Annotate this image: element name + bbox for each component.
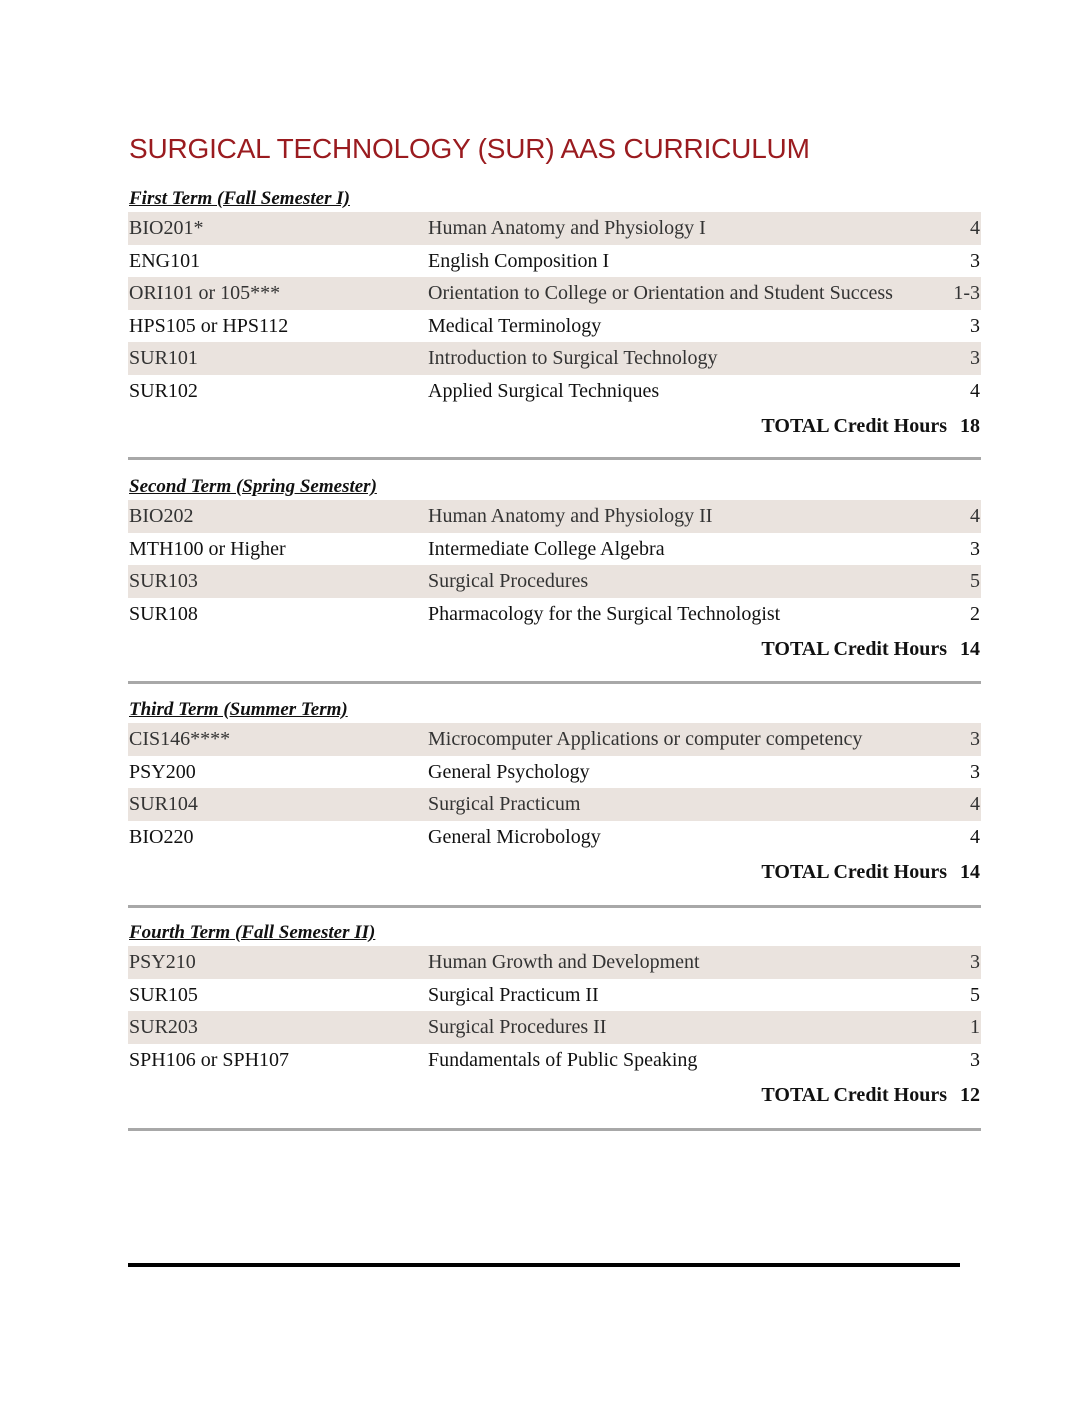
course-credits: 4 — [970, 379, 980, 402]
course-credits: 1 — [970, 1016, 980, 1038]
term-section — [128, 696, 981, 891]
term-divider — [128, 905, 981, 908]
course-name: Fundamentals of Public Speaking — [428, 1048, 698, 1071]
page-title: SURGICAL TECHNOLOGY (SUR) AAS CURRICULUM — [129, 133, 810, 164]
course-code: SPH106 or SPH107 — [129, 1048, 290, 1071]
course-credits: 3 — [970, 760, 980, 783]
course-code: BIO201* — [129, 217, 204, 239]
course-code: SUR104 — [129, 793, 198, 815]
total-row — [128, 1076, 981, 1114]
course-name: Human Anatomy and Physiology II — [428, 505, 713, 527]
term-heading: First Term (Fall Semester I) — [129, 188, 350, 209]
course-credits: 3 — [970, 249, 980, 272]
course-name: General Microbology — [428, 825, 601, 848]
course-name: Surgical Practicum — [428, 793, 581, 815]
total-value: 12 — [960, 1084, 980, 1106]
course-code: SUR103 — [129, 570, 198, 592]
course-row — [128, 565, 981, 598]
course-name: Intermediate College Algebra — [428, 537, 665, 560]
course-row — [128, 212, 981, 245]
course-code: CIS146**** — [129, 728, 231, 750]
course-credits: 3 — [970, 347, 980, 369]
course-code: PSY200 — [129, 760, 196, 783]
footer-divider — [128, 1263, 960, 1267]
course-code: SUR101 — [129, 347, 198, 369]
course-credits: 3 — [970, 951, 980, 973]
course-credits: 1-3 — [953, 282, 980, 304]
total-row — [128, 407, 981, 445]
course-code: SUR203 — [129, 1016, 198, 1038]
total-row — [128, 630, 981, 668]
total-value: 18 — [960, 415, 980, 437]
total-value: 14 — [960, 638, 980, 660]
total-value: 14 — [960, 861, 980, 883]
course-name: Surgical Procedures II — [428, 1016, 607, 1038]
course-name: Pharmacology for the Surgical Technologist — [428, 602, 781, 625]
course-row — [128, 500, 981, 533]
course-code: ORI101 or 105*** — [129, 282, 281, 304]
course-code: SUR105 — [129, 983, 198, 1006]
course-code: PSY210 — [129, 951, 196, 973]
course-name: Surgical Procedures — [428, 570, 589, 592]
course-name: English Composition I — [428, 249, 610, 272]
course-row — [128, 821, 981, 854]
course-row — [128, 310, 981, 343]
course-name: Applied Surgical Techniques — [428, 379, 660, 402]
course-credits: 4 — [970, 793, 980, 815]
total-label: TOTAL Credit Hours — [761, 861, 947, 883]
course-credits: 4 — [970, 825, 980, 848]
course-code: MTH100 or Higher — [129, 537, 286, 560]
course-name: Orientation to College or Orientation and Student Success — [428, 282, 893, 304]
course-credits: 3 — [970, 537, 980, 560]
course-row — [128, 723, 981, 756]
course-row — [128, 277, 981, 310]
course-name: General Psychology — [428, 760, 590, 783]
course-code: HPS105 or HPS112 — [129, 314, 289, 337]
term-heading: Fourth Term (Fall Semester II) — [129, 922, 376, 943]
course-credits: 3 — [970, 314, 980, 337]
course-credits: 5 — [970, 983, 980, 1006]
course-code: BIO220 — [129, 825, 194, 848]
course-name: Human Anatomy and Physiology I — [428, 217, 706, 239]
total-row — [128, 853, 981, 891]
course-row — [128, 245, 981, 278]
course-row — [128, 979, 981, 1012]
course-credits: 4 — [970, 217, 980, 239]
course-name: Medical Terminology — [428, 314, 602, 337]
total-label: TOTAL Credit Hours — [761, 638, 947, 660]
course-name: Human Growth and Development — [428, 951, 700, 973]
total-label: TOTAL Credit Hours — [761, 1084, 947, 1106]
term-section — [128, 185, 981, 445]
course-code: SUR108 — [129, 602, 198, 625]
term-section — [128, 919, 981, 1114]
course-row — [128, 375, 981, 408]
course-code: SUR102 — [129, 379, 198, 402]
total-label: TOTAL Credit Hours — [761, 415, 947, 437]
course-credits: 4 — [970, 505, 980, 527]
course-credits: 3 — [970, 728, 980, 750]
course-credits: 2 — [970, 602, 980, 625]
course-row — [128, 788, 981, 821]
term-section — [128, 473, 981, 668]
course-row — [128, 1011, 981, 1044]
course-credits: 5 — [970, 570, 980, 592]
course-name: Microcomputer Applications or computer competency — [428, 728, 863, 750]
course-name: Surgical Practicum II — [428, 983, 599, 1006]
course-row — [128, 756, 981, 789]
term-divider — [128, 457, 981, 460]
course-name: Introduction to Surgical Technology — [428, 347, 718, 369]
course-row — [128, 598, 981, 631]
term-heading: Second Term (Spring Semester) — [129, 476, 377, 497]
course-row — [128, 533, 981, 566]
term-divider — [128, 1128, 981, 1131]
course-row — [128, 1044, 981, 1077]
course-row — [128, 342, 981, 375]
course-credits: 3 — [970, 1048, 980, 1071]
course-code: ENG101 — [129, 249, 201, 272]
course-code: BIO202 — [129, 505, 194, 527]
term-divider — [128, 681, 981, 684]
term-heading: Third Term (Summer Term) — [129, 699, 348, 720]
course-row — [128, 946, 981, 979]
